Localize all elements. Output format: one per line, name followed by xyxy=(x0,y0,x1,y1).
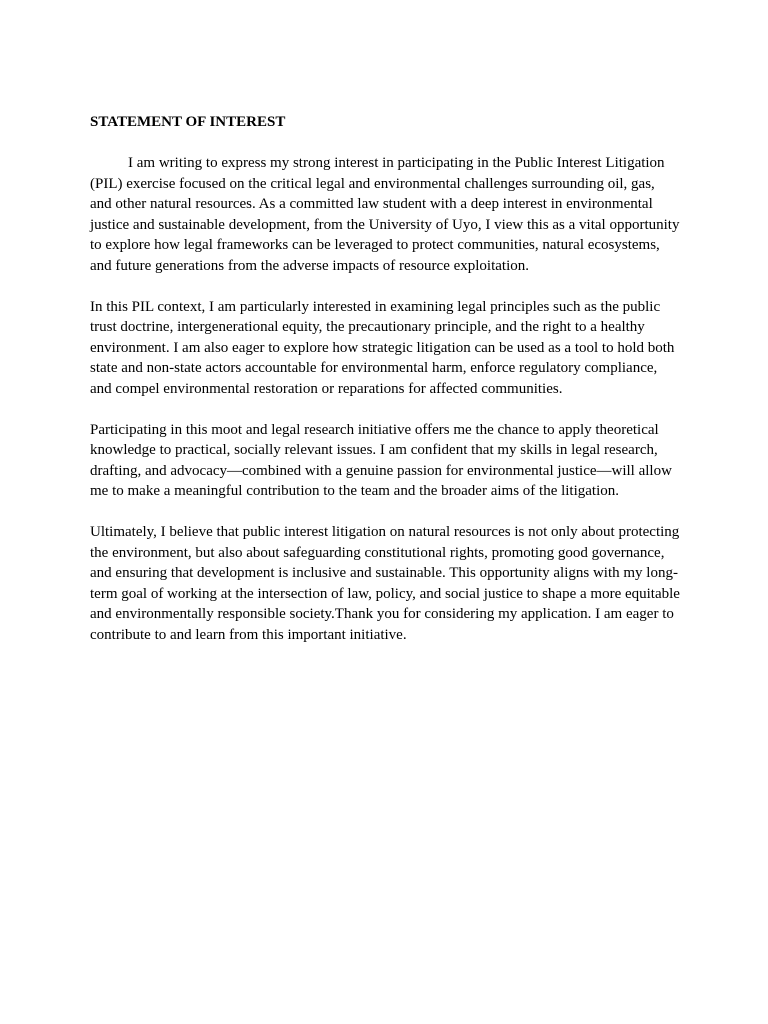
document-title: STATEMENT OF INTEREST xyxy=(90,114,286,130)
paragraph-1: I am writing to express my strong interest in participating in the Public Interest Litigation (PIL) exercise focused on the critical legal and environmental challenges surrounding oil, gas, and other natural resources. As a committed law student with a deep interest in environmental justice and sustainable development, from the University of Uyo, I view this as a vital opportunity to explore how legal frameworks can be leveraged to protect communities, natural ecosystems, and future generations from the adverse impacts of resource exploitation. xyxy=(90,155,680,274)
paragraph-2: In this PIL context, I am particularly interested in examining legal principles such as the public trust doctrine, intergenerational equity, the precautionary principle, and the right to a healthy environment. I am also eager to explore how strategic litigation can be used as a tool to hold both state and non-state actors accountable for environmental harm, enforce regulatory compliance, and compel environmental restoration or reparations for affected communities. xyxy=(90,298,675,397)
paragraph-3: Participating in this moot and legal research initiative offers me the chance to apply theoretical knowledge to practical, socially relevant issues. I am confident that my skills in legal research, drafting, and advocacy—combined with a genuine passion for environmental justice—will allow me to make a meaningful contribution to the team and the broader aims of the litigation. xyxy=(90,421,672,499)
document-body xyxy=(90,112,680,645)
paragraph-4: Ultimately, I believe that public interest litigation on natural resources is not only about protecting the environment, but also about safeguarding constitutional rights, promoting good governance, and ensuring that development is inclusive and sustainable. This opportunity aligns with my long-term goal of working at the intersection of law, policy, and social justice to shape a more equitable and environmentally responsible society.Thank you for considering my application. I am eager to contribute to and learn from this important initiative. xyxy=(90,524,680,643)
